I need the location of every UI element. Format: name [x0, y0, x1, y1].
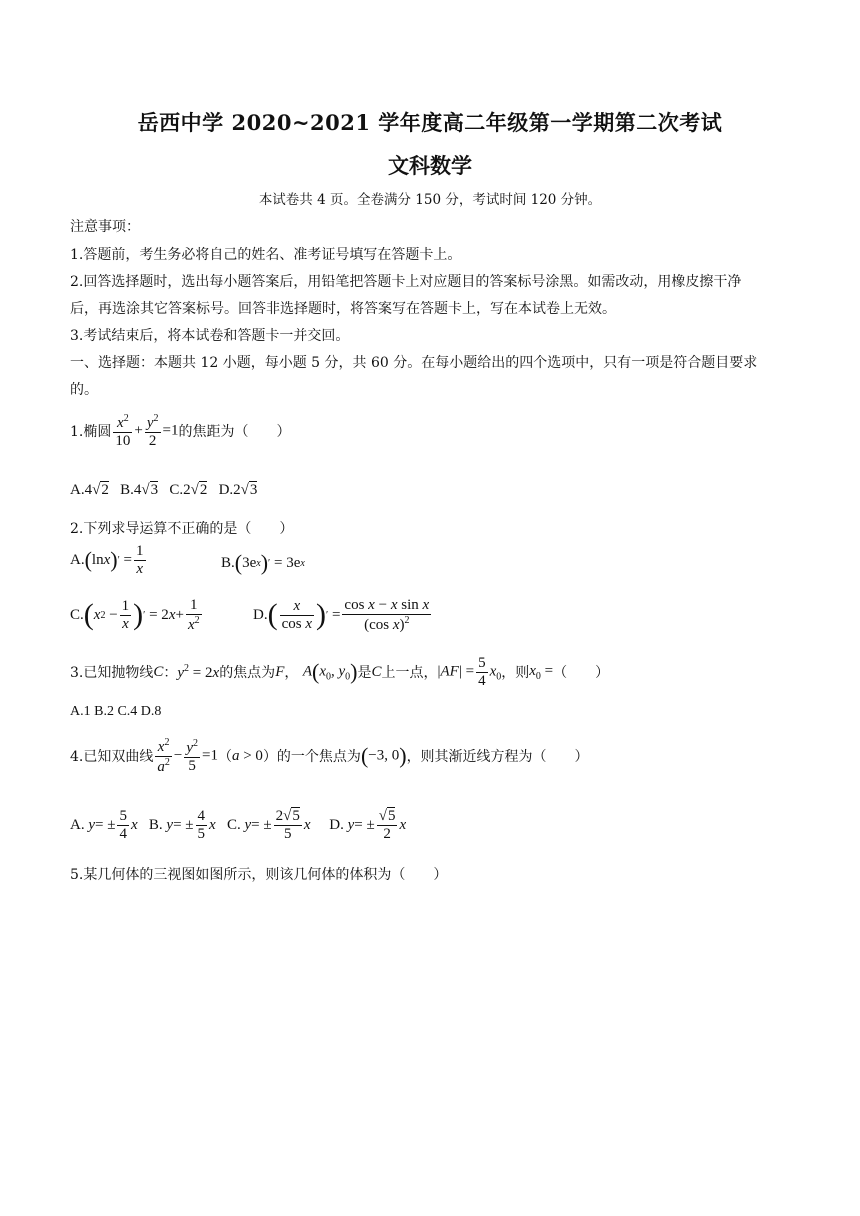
exam-info: 本试卷共 4 页。全卷满分 150 分，考试时间 120 分钟。	[258, 192, 602, 208]
q3-curve-c: C	[371, 663, 382, 680]
q3-text-5: （ ）	[553, 665, 610, 681]
q3-text-3: 上一点，	[381, 665, 438, 681]
q3-text-2: 是	[357, 665, 372, 681]
note-3: 3.考试结束后，将本试卷和答题卡一并交回。	[70, 328, 350, 344]
section-heading-line-1: 一、选择题：本题共 12 小题，每小题 5 分，共 60 分。在每小题给出的四个选项中，只有一项是符合题目要求	[70, 355, 758, 371]
note-2-line-2: 后，再选涂其它答案标号。回答非选择题时，将答案写在答题卡上，写在本试卷上无效。	[70, 301, 616, 317]
q3-text-4: ，则	[501, 665, 530, 681]
q4-condition: a > 0	[231, 747, 263, 764]
q4-text-3: ，则其渐近线方程为（ ）	[406, 749, 589, 765]
q4-focus-point: (−3, 0)	[360, 743, 407, 768]
q4-text-1: （	[217, 749, 232, 765]
exam-title: 岳西中学 2020~2021 学年度高二年级第一学期第二次考试	[137, 110, 723, 135]
q3-x0: $x_0$ =	[529, 662, 554, 682]
q4-prefix: 4.已知双曲线	[70, 749, 154, 765]
q3-prefix: 3.已知抛物线	[70, 665, 154, 681]
q3-text-1: 的焦点为	[219, 665, 276, 681]
q2-option-b: B. ( 3e x ) ′ = 3e x	[221, 550, 305, 575]
q3-point-a: $A(x_0$, $y_0$)	[302, 659, 358, 684]
q3-options: A.1 B.2 C.4 D.8	[70, 704, 162, 719]
q4-hyperbola-equation: $\frac{x^2}{a^2}$ − $\frac{y^2}{5}$ =1	[157, 737, 218, 775]
note-1: 1.答题前，考生务必将自己的姓名、准考证号填写在答题卡上。	[70, 247, 462, 263]
question-3: 3.已知抛物线 C ： $y^2 = 2x$ 的焦点为 F ， $A(x_0$, $y_0$) 是 C 上一点， |AF| = $\frac{5}{4}$ $x_0$ ，则 $x_0$ = （ ）	[70, 655, 610, 689]
question-1	[70, 413, 290, 449]
q4-text-2: ）的一个焦点为	[262, 749, 361, 765]
q2-option-c: C. ( x 2 − $\frac{1}{x}$ ) ′ = 2 x + $\frac{1}{x^2}$	[70, 597, 200, 633]
section-heading-line-2: 的。	[70, 382, 98, 398]
q1-ellipse-equation: $\frac{x^2}{10}$ + $\frac{y^2}{2}$ =1	[115, 413, 179, 449]
q1-options: A.4√2 B.4√3 C.2√2 D.2√3	[70, 482, 258, 499]
q4-options: A. y = ± $\frac{5}{4}$ x B. y = ± $\frac{4}{5}$ x C. y = ± $\frac{2√5}{5}$ x D. y = ± $\frac{√5}{2}$ x	[70, 808, 407, 842]
q2-option-d: D. ( $\frac{x}{\text{cos x}}$ ) ′ = $\frac{\text{cos x − x sin x}}{(\cos x)^2}$	[253, 597, 430, 633]
q3-parabola-name: C	[153, 663, 164, 680]
question-4	[70, 737, 589, 775]
q3-focus: F	[275, 663, 285, 680]
q1-suffix: 的焦距为（ ）	[178, 424, 291, 440]
exam-subtitle: 文科数学	[388, 153, 472, 178]
note-2-line-1: 2.回答选择题时，选出每小题答案后，用铅笔把答题卡上对应题目的答案标号涂黑。如需改动，用橡皮擦干净	[70, 274, 742, 290]
notes-heading: 注意事项：	[70, 219, 140, 235]
question-5: 5.某几何体的三视图如图所示，则该几何体的体积为（ ）	[70, 867, 448, 883]
q3-af-equation: |AF| = $\frac{5}{4}$ $x_0$	[437, 655, 502, 689]
q3-parabola-equation: $y^2 = 2x$	[177, 662, 220, 681]
question-2: 2.下列求导运算不正确的是（ ）	[70, 521, 294, 537]
q1-prefix: 1.椭圆	[70, 424, 112, 440]
q2-option-a: A. ( ln x ) ′ = $\frac{1}{x}$	[70, 543, 144, 577]
